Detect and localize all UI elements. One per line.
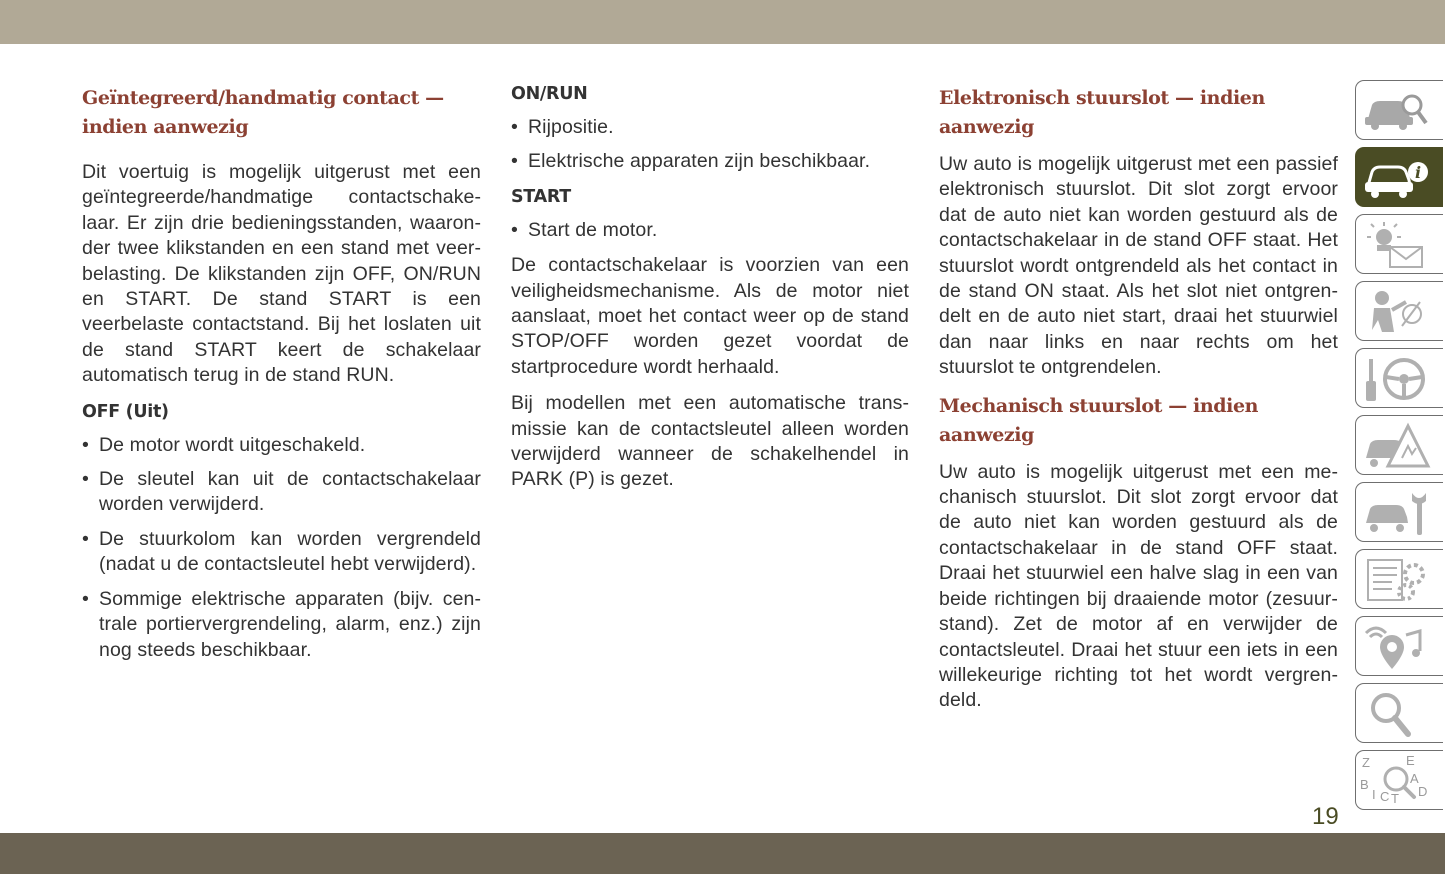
mechanical-lock-paragraph: Uw auto is mogelijk uitgerust met een mechanisch stuurslot. Dit slot zorgt ervoor dat de auto niet kan worden gestuurd als de contactschakelaar in de stand OFF staat. Draai het stuurwiel een halve slag in een van beide richtingen bij draaiende motor (zesuur-stand). Zet de motor af en verwijder de contactsleutel. Draai het stuur een iets in een willekeurige richting tot het wordt vergrendeld.	[939, 460, 1338, 712]
section-heading-mechanical-lock: Mechanisch stuurslot — indien aanwezig	[939, 394, 1259, 446]
start-list	[511, 218, 909, 243]
index-letter: B	[1360, 777, 1369, 792]
list-item: • De sleutel kan uit de contactschakelaar worden verwijderd.	[82, 468, 481, 516]
list-item: • Sommige elektrische apparaten (bijv. centrale portiervergrendeling, alarm, enz.) zijn nog steeds beschikbaar.	[82, 587, 481, 661]
column-right	[939, 84, 1338, 725]
off-heading: OFF (Uit)	[82, 401, 169, 422]
tab-car-info[interactable]	[1355, 147, 1443, 207]
warning-lights-icon	[1362, 219, 1432, 271]
tab-search[interactable]	[1355, 683, 1443, 743]
off-list	[82, 433, 481, 663]
column-middle	[511, 82, 909, 504]
tab-safety[interactable]	[1355, 281, 1443, 341]
section-heading-electronic-lock: Elektronisch stuurslot — indien aanwezig	[939, 87, 1265, 138]
list-item: • De stuurkolom kan worden vergrendeld (nadat u de contactsleutel hebt verwijderd).	[82, 527, 481, 576]
index-letter: Z	[1362, 755, 1370, 770]
index-letter: E	[1406, 753, 1415, 768]
tab-emergency[interactable]	[1355, 415, 1443, 475]
car-info-icon	[1362, 152, 1432, 204]
column-left	[82, 84, 481, 673]
tab-multimedia[interactable]	[1355, 616, 1443, 676]
onrun-heading: ON/RUN	[511, 84, 588, 104]
svg-text:i: i	[1414, 163, 1422, 182]
list-item: • Elektrische apparaten zijn beschikbaar.	[511, 150, 871, 173]
list-item: • De motor wordt uitgeschakeld.	[82, 433, 366, 456]
tab-warning-lights[interactable]	[1355, 214, 1443, 274]
airbag-safety-icon	[1362, 286, 1432, 338]
tab-service[interactable]	[1355, 482, 1443, 542]
tab-starting-driving[interactable]	[1355, 348, 1443, 408]
car-emergency-icon	[1362, 420, 1432, 472]
top-band	[0, 0, 1445, 44]
ignition-intro: Dit voertuig is mogelijk uitgerust met een geïntegreerde/handmatige contactschakelaar. Er zijn drie bedieningsstanden, waaronder twee klikstanden en een stand met veerbelasting. De klikstanden zijn OFF, ON/RUN en START. De stand START is een veerbelaste contactstand. Bij het loslaten uit de stand START keert de schakelaar automatisch terug in de stand RUN.	[82, 161, 481, 387]
index-letter: I	[1372, 787, 1376, 802]
specifications-icon	[1362, 554, 1432, 606]
bottom-band	[0, 833, 1445, 874]
list-item: • Start de motor.	[511, 218, 658, 241]
start-heading: START	[511, 186, 571, 207]
page-number: 19	[1312, 803, 1339, 830]
search-icon	[1362, 688, 1432, 740]
steering-start-icon	[1362, 353, 1432, 405]
index-letter: T	[1391, 791, 1399, 806]
tab-car-inspect[interactable]	[1355, 80, 1443, 140]
safety-paragraph: De contactschakelaar is voorzien van een veiligheidsmechanisme. Als de motor niet aanslaat, moet het contact weer op de stand STOP/OFF worden gezet voordat de startprocedure wordt herhaald.	[511, 254, 909, 378]
tab-specifications[interactable]	[1355, 549, 1443, 609]
list-item: • Rijpositie.	[511, 116, 614, 138]
index-letter: C	[1380, 789, 1390, 804]
car-inspect-icon	[1362, 85, 1432, 137]
multimedia-icon	[1362, 621, 1432, 673]
index-letter: D	[1418, 784, 1428, 799]
automatic-paragraph: Bij modellen met een automatische transmissie kan de contactsleutel alleen worden verwijderd wanneer de schakelhendel in PARK (P) is gezet.	[511, 392, 909, 491]
electronic-lock-paragraph: Uw auto is mogelijk uitgerust met een passief elektronisch stuurslot. Dit slot zorgt ervoor dat de auto niet kan worden gestuurd als de contactschakelaar in de stand OFF staat. Het stuurslot wordt ontgrendeld als het contact in de stand ON staat. Als het slot niet ontgrendelt en de auto niet start, draai het stuurwiel dan naar links en naar rechts om het stuurslot te ontgrendelen.	[939, 153, 1338, 379]
index-letter: A	[1410, 771, 1419, 786]
onrun-list	[511, 115, 909, 175]
section-heading-ignition: Geïntegreerd/handmatig contact — indien aanwezig	[82, 87, 444, 138]
tab-index[interactable]	[1355, 750, 1443, 810]
car-service-icon	[1362, 487, 1432, 539]
